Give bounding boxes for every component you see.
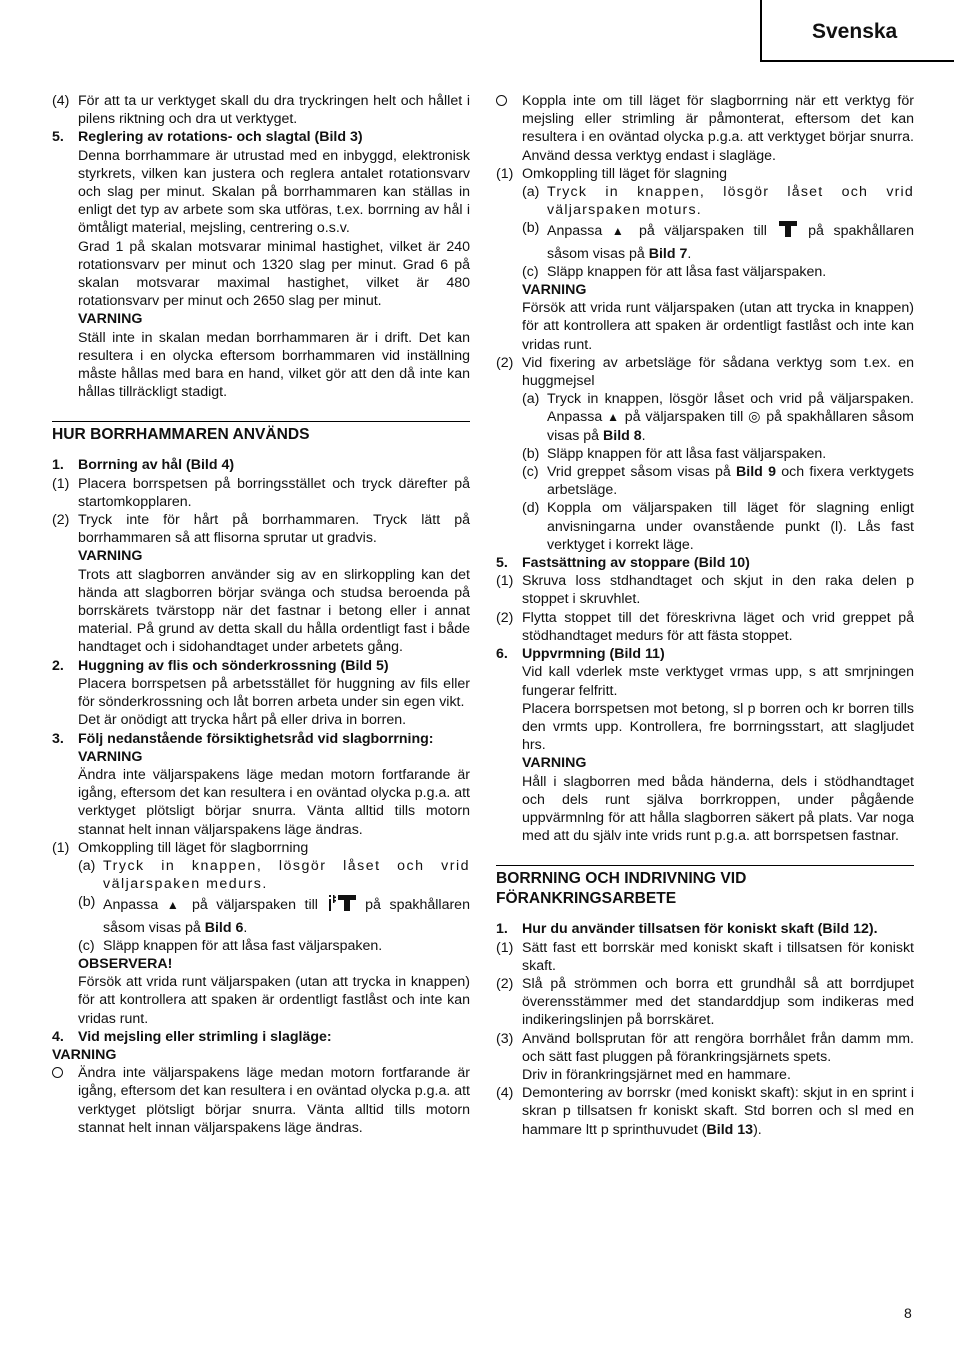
heading-4: 4. Vid mejsling eller strimling i slagläge:: [52, 1028, 332, 1045]
bullet-circle-icon: [496, 95, 507, 106]
section-title: HUR BORRHAMMAREN ANVÄNDS: [52, 421, 470, 445]
list-item: (1) Placera borrspetsen på borringsstället och tryck därefter på startomkopplaren.: [52, 475, 470, 510]
triangle-icon: ▲: [607, 410, 620, 425]
warning-text: Ställ inte in skalan medan borrhammaren är i drift. Det kan resultera i en olycka eftersom borrhammaren vid inställning måste hållas med bara en hand, vilket gör att den då inte kan hållas tillräckligt stadigt.: [78, 329, 470, 401]
warning-label: VARNING: [78, 311, 143, 328]
triangle-icon: ▲: [611, 224, 630, 239]
bullet-circle-icon: [52, 1067, 63, 1078]
list-item: (3) Använd bollsprutan för att rengöra borrhålet från damm mm. och sätt fast pluggen på förankringsjärnets spets.: [496, 1030, 914, 1065]
warning-text: Trots att slagborren använder sig av en slirkoppling kan det hända att slagborren börjar svänga och studsa beroenda på borrskärets tvärstopp när det fastnar i betong eller i annat material. På grund av detta skall du hålla ordentligt fast i både handtaget och i sidohandtaget under arbetets gång.: [78, 566, 470, 656]
sub-item: (a) Tryck in knappen, lösgör låset och vrid väljarspaken moturs.: [522, 184, 914, 219]
warning-label: VARNING: [522, 282, 587, 299]
heading-1: 1. Borrning av hål (Bild 4): [52, 457, 235, 474]
sub-item: (b) Anpassa ▲ på väljarspaken till på spakhållaren såsom visas på Bild 7.: [522, 220, 914, 262]
left-column: [52, 92, 470, 1137]
note-text: Försök att vrida runt väljarspaken (utan att trycka in knappen) för att kontrollera att spaken är ordentligt fastlåst och inte kan vridas runt.: [78, 974, 470, 1027]
section-title: BORRNING OCH INDRIVNING VID FÖRANKRINGSARBETE: [496, 865, 914, 909]
right-column: [496, 92, 914, 1139]
sub-item: (c) Släpp knappen för att låsa fast väljarspaken.: [522, 263, 827, 280]
paragraph: Grad 1 på skalan motsvarar minimal hastighet, vilket är 240 rotationsvarv per minut och 1320 slag per minut. Grad 6 på skalan motsvarar maximal hastighet, vilket är 480 rotationsvarv per minut och 2650 slag per minut.: [78, 238, 470, 310]
list-item: (2) Flytta stoppet till det föreskrivna läget och vrid greppet på stödhandtaget medurs för att fästa stoppet.: [496, 609, 914, 644]
warning-label: VARNING: [52, 1046, 117, 1063]
paragraph: Denna borrhammare är utrustad med en inbyggd, elektronisk styrkrets, vilken kan justera och reglera antalet rotationsvarv och slag per minut. Skalan på borrhammaren kan ställas in enligt det typ av arbete som ska utföras, t.ex. borrning av hål i ömtåligt material, mejsling, centrering o.s.v.: [78, 147, 470, 237]
list-item: (1) Sätt fast ett borrskär med koniskt skaft i tillsatsen för koniskt skaft.: [496, 939, 914, 974]
heading-2: 2. Huggning av flis och sönderkrossning (Bild 5): [52, 657, 389, 674]
warning-text: Försök att vrida runt väljarspaken (utan att trycka in knappen) för att kontrollera att spaken är ordentligt fastlåst och inte kan vridas runt.: [522, 300, 914, 353]
sub-item: (a) Tryck in knappen, lösgör låset och vrid väljarspaken medurs.: [78, 857, 470, 893]
sub-item: (c) Släpp knappen för att låsa fast väljarspaken.: [78, 937, 383, 954]
page-number: 8: [904, 1305, 912, 1321]
list-item: (1) Omkoppling till läget för slagning: [496, 165, 728, 182]
list-item: (1) Skruva loss stdhandtaget och skjut in den raka delen p stoppet i skruvhlet.: [496, 573, 914, 608]
paragraph: Placera borrspetsen mot betong, sl p borren och kr borren tills den vrmts upp. Kontrollera, fre borrningsstart, att slagljudet hrs.: [522, 700, 914, 754]
list-item: (2) Tryck inte för hårt på borrhammaren. Tryck lätt på borrhammaren så att flisorna sprutar ut gradvis.: [52, 512, 470, 547]
sub-item: (c) Vrid greppet såsom visas på Bild 9 och fixera verktygets arbetsläge.: [522, 464, 914, 499]
hammer-icon: [777, 219, 799, 244]
bullet-item: Koppla inte om till läget för slagborrning när ett verktyg för mejsling eller strimling är påmonterat, eftersom det kan resultera i en oväntad olycka p.g.a. att verktyget börjar snurra. Använd dessa verktyg endast i slagläge.: [496, 92, 914, 165]
warning-text: Håll i slagborren med båda händerna, dels i stödhandtaget och dels runt själva borrkroppen, under pågående uppvärmnlng för att hålla slagborren säkert på plats. Var noga med att du själv inte vrids runt p.g.a. att borrspetsen fastnar.: [522, 773, 914, 845]
note-label: OBSERVERA!: [78, 955, 173, 972]
circle-symbol-icon: ◎: [748, 409, 762, 426]
list-item: (2) Vid fixering av arbetsläge för sådana verktyg som t.ex. en huggmejsel: [496, 354, 914, 390]
paragraph: Det är onödigt att trycka hårt på eller driva in borren.: [78, 712, 407, 729]
heading-5: 5. Fastsättning av stoppare (Bild 10): [496, 555, 750, 572]
warning-label: VARNING: [78, 748, 143, 765]
language-tab: [760, 0, 954, 62]
heading-6: 6. Uppvrmning (Bild 11): [496, 646, 665, 663]
list-item: (1) Omkoppling till läget för slagborrning: [52, 839, 309, 856]
list-item: (2) Slå på strömmen och borra ett grundhål så att borrdjupet överensstämmer med det standarddjup som indikeras med indikeringslinjen på borrskäret.: [496, 975, 914, 1029]
sub-item: (b) Anpassa ▲ på väljarspaken till på spakhållaren såsom visas på Bild 6.: [78, 894, 470, 936]
bullet-item: Ändra inte väljarspakens läge medan motorn fortfarande är igång, eftersom det kan resultera i en oväntad olycka p.g.a. att verktyget plötsligt börjar snurra. Vänta alltid tills motorn stannat helt innan väljarspakens läge ändras.: [52, 1064, 470, 1137]
list-item: (4) Demontering av borrskr (med koniskt skaft): skjut in en sprint i skran p tillsatsen fr koniskt skaft. Std borren och sl med en hammare ltt p sprinthuvudet (Bild 13).: [496, 1085, 914, 1138]
sub-item: (a) Tryck in knappen, lösgör låset och vrid på väljarspaken. Anpassa ▲ på väljarspaken till ◎ på spakhållaren såsom visas på Bild 8.: [522, 391, 914, 444]
sub-item: (b) Släpp knappen för att låsa fast väljarspaken.: [522, 445, 827, 462]
paragraph: Vid kall vderlek mste verktyget vrmas upp, s att smrjningen fungerar felfritt.: [522, 664, 914, 699]
language-label: Svenska: [812, 20, 898, 43]
paragraph: Placera borrspetsen på arbetsstället för huggning av fils eller för sönderkrossning och låt borren arbeta under sin egen vikt.: [78, 675, 470, 711]
warning-label: VARNING: [78, 548, 143, 565]
step-4-1: (4) För att ta ur verktyget skall du dra tryckringen helt och hållet i pilens riktning och dra ut verktyget.: [52, 93, 470, 128]
heading-3: 3. Följ nedanstående försiktighetsråd vid slagborrning:: [52, 730, 434, 747]
warning-label: VARNING: [522, 755, 587, 772]
heading-5: 5. Reglering av rotations- och slagtal (Bild 3): [52, 129, 363, 146]
paragraph: Driv in förankringsjärnet med en hammare.: [522, 1066, 791, 1083]
sub-item: (d) Koppla om väljarspaken till läget för slagning enligt anvisningarna under ovanstående punkt (l). Lås fast verktyget i korrekt läge.: [522, 500, 914, 553]
heading-1: 1. Hur du använder tillsatsen för koniskt skaft (Bild 12).: [496, 921, 878, 938]
triangle-icon: ▲: [166, 898, 184, 913]
warning-text: Ändra inte väljarspakens läge medan motorn fortfarande är igång, eftersom det kan resultera i en oväntad olycka p.g.a. att verktyget plötsligt börjar snurra. Vänta alltid tills motorn stannat helt innan väljarspakens läge ändras.: [78, 766, 470, 838]
drill-hammer-icon: [327, 893, 357, 918]
